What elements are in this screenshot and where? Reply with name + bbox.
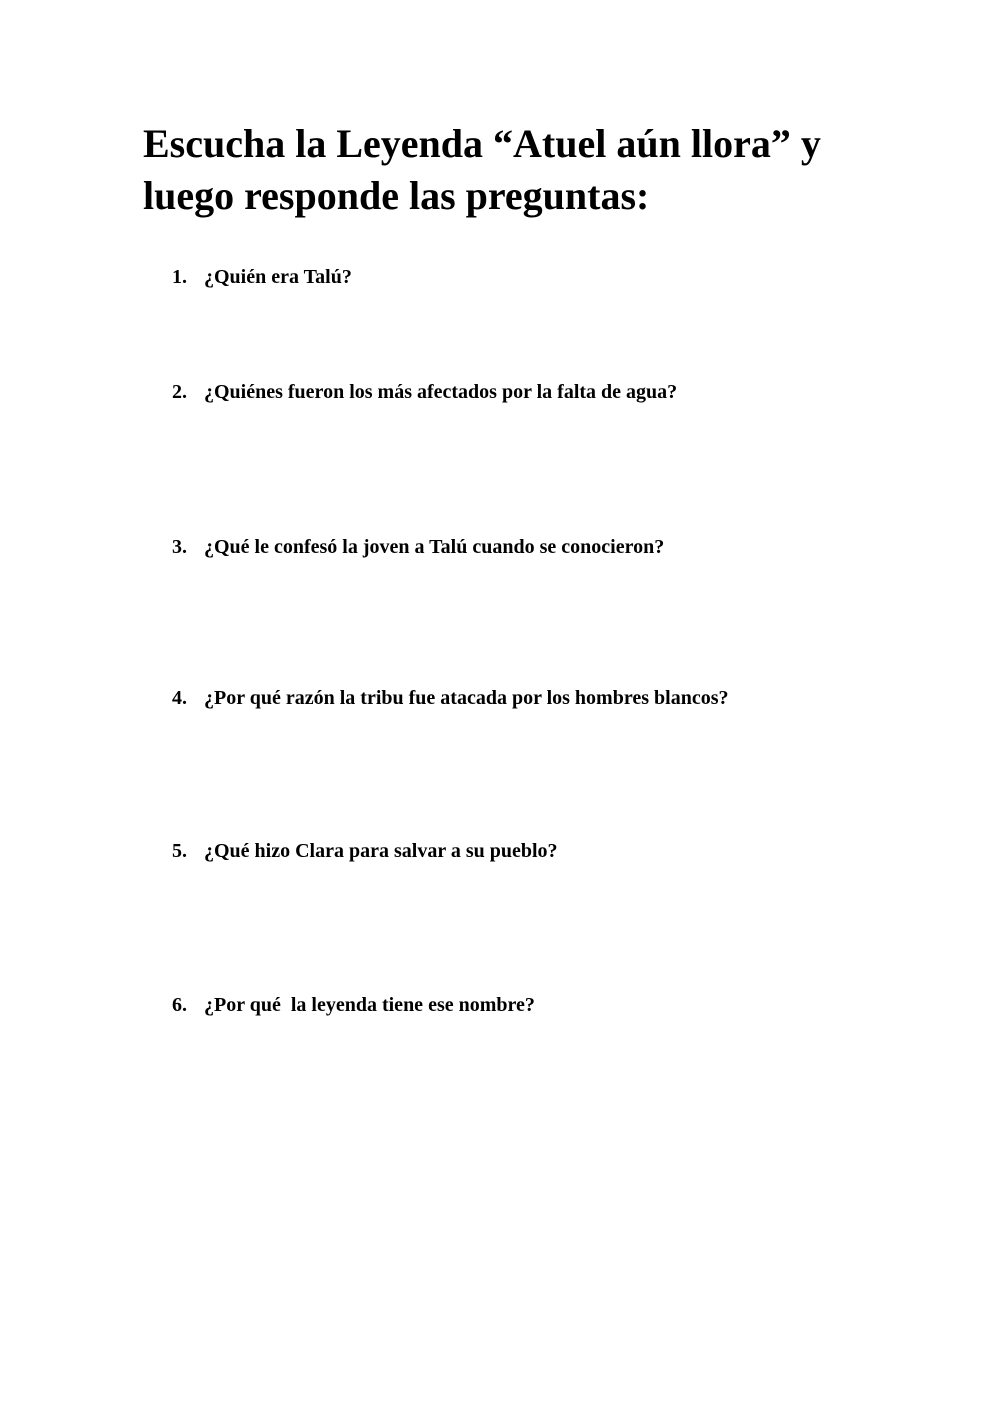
question-item — [172, 535, 952, 559]
question-item — [172, 380, 952, 404]
question-item — [172, 265, 952, 289]
question-text: ¿Por qué razón la tribu fue atacada por los hombres blancos? — [204, 687, 729, 709]
question-text: ¿Qué le confesó la joven a Talú cuando se conocieron? — [204, 536, 665, 558]
question-number: 4. — [172, 687, 187, 709]
question-text: ¿Por qué la leyenda tiene ese nombre? — [204, 994, 535, 1016]
question-item — [172, 686, 952, 710]
question-item — [172, 839, 952, 863]
question-text: ¿Qué hizo Clara para salvar a su pueblo? — [204, 840, 558, 862]
question-text: ¿Quiénes fueron los más afectados por la falta de agua? — [204, 381, 678, 403]
question-number: 3. — [172, 536, 187, 558]
question-number: 6. — [172, 994, 187, 1016]
worksheet-title: Escucha la Leyenda “Atuel aún llora” y luego responde las preguntas: — [143, 121, 821, 218]
question-number: 5. — [172, 840, 187, 862]
question-number: 2. — [172, 381, 187, 403]
question-text: ¿Quién era Talú? — [204, 266, 352, 288]
question-number: 1. — [172, 266, 187, 288]
question-item — [172, 993, 952, 1017]
